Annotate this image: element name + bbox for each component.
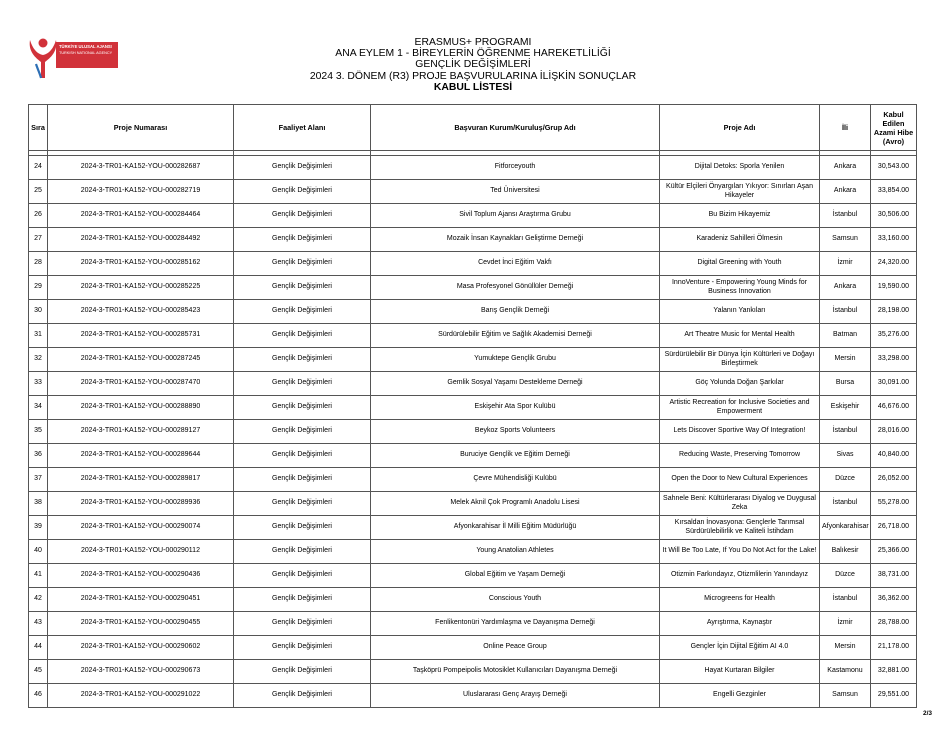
- column-header: Başvuran Kurum/Kuruluş/Grup Adı: [371, 105, 660, 151]
- grant-amount-cell: 30,506.00: [871, 204, 917, 228]
- project-number-cell: 2024-3-TR01-KA152-YOU-000285162: [48, 252, 234, 276]
- row-number-cell: 30: [29, 300, 48, 324]
- activity-field-cell: Gençlik Değişimleri: [234, 420, 371, 444]
- results-table: [28, 104, 917, 708]
- row-number-cell: 36: [29, 444, 48, 468]
- row-number-cell: 33: [29, 372, 48, 396]
- activity-field-cell: Gençlik Değişimleri: [234, 228, 371, 252]
- row-number-cell: 42: [29, 588, 48, 612]
- grant-amount-cell: 28,016.00: [871, 420, 917, 444]
- applicant-name-cell: Uluslararası Genç Arayış Derneği: [371, 684, 660, 708]
- province-cell: Eskişehir: [820, 396, 871, 420]
- project-number-cell: 2024-3-TR01-KA152-YOU-000287245: [48, 348, 234, 372]
- activity-field-cell: Gençlik Değişimleri: [234, 468, 371, 492]
- grant-amount-cell: 21,178.00: [871, 636, 917, 660]
- grant-amount-cell: 36,362.00: [871, 588, 917, 612]
- grant-amount-cell: 26,052.00: [871, 468, 917, 492]
- activity-field-cell: Gençlik Değişimleri: [234, 660, 371, 684]
- grant-amount-cell: 33,160.00: [871, 228, 917, 252]
- province-cell: İstanbul: [820, 420, 871, 444]
- table-row: [29, 324, 917, 348]
- applicant-name-cell: Online Peace Group: [371, 636, 660, 660]
- grant-amount-cell: 28,198.00: [871, 300, 917, 324]
- project-name-cell: Digital Greening with Youth: [660, 252, 820, 276]
- project-number-cell: 2024-3-TR01-KA152-YOU-000284492: [48, 228, 234, 252]
- table-row: [29, 396, 917, 420]
- activity-field-cell: Gençlik Değişimleri: [234, 324, 371, 348]
- project-name-cell: Sahnele Beni: Kültürlerarası Diyalog ve Duygusal Zeka: [660, 492, 820, 516]
- grant-amount-cell: 30,543.00: [871, 156, 917, 180]
- row-number-cell: 31: [29, 324, 48, 348]
- grant-amount-cell: 46,676.00: [871, 396, 917, 420]
- province-cell: Mersin: [820, 348, 871, 372]
- applicant-name-cell: Young Anatolian Athletes: [371, 540, 660, 564]
- project-number-cell: 2024-3-TR01-KA152-YOU-000290451: [48, 588, 234, 612]
- project-number-cell: 2024-3-TR01-KA152-YOU-000288890: [48, 396, 234, 420]
- project-name-cell: Karadeniz Sahilleri Ölmesin: [660, 228, 820, 252]
- project-name-cell: Otizmin Farkındayız, Otizmlilerin Yanındayız: [660, 564, 820, 588]
- grant-amount-cell: 40,840.00: [871, 444, 917, 468]
- activity-field-cell: Gençlik Değişimleri: [234, 588, 371, 612]
- table-row: [29, 252, 917, 276]
- province-cell: Mersin: [820, 636, 871, 660]
- row-number-cell: 44: [29, 636, 48, 660]
- province-cell: Ankara: [820, 180, 871, 204]
- grant-amount-cell: 38,731.00: [871, 564, 917, 588]
- grant-amount-cell: 32,881.00: [871, 660, 917, 684]
- province-cell: İzmir: [820, 612, 871, 636]
- grant-amount-cell: 30,091.00: [871, 372, 917, 396]
- applicant-name-cell: Gemlik Sosyal Yaşamı Destekleme Derneği: [371, 372, 660, 396]
- row-number-cell: 43: [29, 612, 48, 636]
- table-row: [29, 636, 917, 660]
- row-number-cell: 40: [29, 540, 48, 564]
- row-number-cell: 45: [29, 660, 48, 684]
- activity-field-cell: Gençlik Değişimleri: [234, 516, 371, 540]
- project-name-cell: Gençler İçin Dijital Eğitim AI 4.0: [660, 636, 820, 660]
- project-name-cell: Art Theatre Music for Mental Health: [660, 324, 820, 348]
- applicant-name-cell: Sivil Toplum Ajansı Araştırma Grubu: [371, 204, 660, 228]
- applicant-name-cell: Conscious Youth: [371, 588, 660, 612]
- applicant-name-cell: Mozaik İnsan Kaynakları Geliştirme Derneği: [371, 228, 660, 252]
- project-number-cell: 2024-3-TR01-KA152-YOU-000285423: [48, 300, 234, 324]
- activity-field-cell: Gençlik Değişimleri: [234, 636, 371, 660]
- column-header: Kabul Edilen Azami Hibe (Avro): [871, 105, 917, 151]
- table-body: [29, 151, 917, 708]
- header-program: ERASMUS+ PROGRAMI: [414, 37, 532, 48]
- row-number-cell: 37: [29, 468, 48, 492]
- project-number-cell: 2024-3-TR01-KA152-YOU-000282719: [48, 180, 234, 204]
- table-row: [29, 180, 917, 204]
- grant-amount-cell: 33,854.00: [871, 180, 917, 204]
- agency-logo-line2: TURKISH NATIONAL AGENCY: [59, 51, 113, 55]
- project-number-cell: 2024-3-TR01-KA152-YOU-000284464: [48, 204, 234, 228]
- row-number-cell: 39: [29, 516, 48, 540]
- table-row: [29, 228, 917, 252]
- applicant-name-cell: Melek Aknil Çok Programlı Anadolu Lisesi: [371, 492, 660, 516]
- activity-field-cell: Gençlik Değişimleri: [234, 252, 371, 276]
- project-number-cell: 2024-3-TR01-KA152-YOU-000285225: [48, 276, 234, 300]
- activity-field-cell: Gençlik Değişimleri: [234, 348, 371, 372]
- table-row: [29, 564, 917, 588]
- project-name-cell: Ayrıştırma, Kaynaştır: [660, 612, 820, 636]
- row-number-cell: 46: [29, 684, 48, 708]
- grant-amount-cell: 35,276.00: [871, 324, 917, 348]
- activity-field-cell: Gençlik Değişimleri: [234, 540, 371, 564]
- project-number-cell: 2024-3-TR01-KA152-YOU-000289817: [48, 468, 234, 492]
- project-name-cell: Lets Discover Sportive Way Of Integration!: [660, 420, 820, 444]
- column-header: Proje Adı: [660, 105, 820, 151]
- province-cell: Ankara: [820, 156, 871, 180]
- project-number-cell: 2024-3-TR01-KA152-YOU-000290673: [48, 660, 234, 684]
- project-number-cell: 2024-3-TR01-KA152-YOU-000285731: [48, 324, 234, 348]
- province-cell: İstanbul: [820, 300, 871, 324]
- grant-amount-cell: 55,278.00: [871, 492, 917, 516]
- province-cell: İstanbul: [820, 492, 871, 516]
- applicant-name-cell: Eskişehir Ata Spor Kulübü: [371, 396, 660, 420]
- project-name-cell: Sürdürülebilir Bir Dünya İçin Kültürleri ve Doğayı Birleştirmek: [660, 348, 820, 372]
- grant-amount-cell: 26,718.00: [871, 516, 917, 540]
- project-name-cell: InnoVenture - Empowering Young Minds for Business Innovation: [660, 276, 820, 300]
- column-header: İli: [820, 105, 871, 151]
- activity-field-cell: Gençlik Değişimleri: [234, 372, 371, 396]
- province-cell: Ankara: [820, 276, 871, 300]
- project-number-cell: 2024-3-TR01-KA152-YOU-000290436: [48, 564, 234, 588]
- table-header-row: [29, 105, 917, 151]
- table-row: [29, 348, 917, 372]
- activity-field-cell: Gençlik Değişimleri: [234, 180, 371, 204]
- applicant-name-cell: Sürdürülebilir Eğitim ve Sağlık Akademisi Derneği: [371, 324, 660, 348]
- applicant-name-cell: Ted Üniversitesi: [371, 180, 660, 204]
- table-row: [29, 492, 917, 516]
- applicant-name-cell: Barış Gençlik Derneği: [371, 300, 660, 324]
- province-cell: Sivas: [820, 444, 871, 468]
- row-number-cell: 25: [29, 180, 48, 204]
- province-cell: Balıkesir: [820, 540, 871, 564]
- agency-logo-line1: TÜRKİYE ULUSAL AJANSI: [59, 44, 112, 49]
- project-number-cell: 2024-3-TR01-KA152-YOU-000289644: [48, 444, 234, 468]
- project-number-cell: 2024-3-TR01-KA152-YOU-000287470: [48, 372, 234, 396]
- province-cell: Düzce: [820, 468, 871, 492]
- project-number-cell: 2024-3-TR01-KA152-YOU-000289936: [48, 492, 234, 516]
- project-name-cell: Yalanın Yankıları: [660, 300, 820, 324]
- header-activity: GENÇLİK DEĞİŞİMLERİ: [415, 59, 531, 71]
- applicant-name-cell: Afyonkarahisar İl Milli Eğitim Müdürlüğü: [371, 516, 660, 540]
- applicant-name-cell: Taşköprü Pompeipolis Motosiklet Kullanıcıları Dayanışma Derneği: [371, 660, 660, 684]
- grant-amount-cell: 24,320.00: [871, 252, 917, 276]
- table-row: [29, 300, 917, 324]
- table-row: [29, 156, 917, 180]
- province-cell: Kastamonu: [820, 660, 871, 684]
- province-cell: Samsun: [820, 684, 871, 708]
- table-row: [29, 612, 917, 636]
- activity-field-cell: Gençlik Değişimleri: [234, 396, 371, 420]
- project-number-cell: 2024-3-TR01-KA152-YOU-000282687: [48, 156, 234, 180]
- project-name-cell: Artistic Recreation for Inclusive Societies and Empowerment: [660, 396, 820, 420]
- table-row: [29, 204, 917, 228]
- activity-field-cell: Gençlik Değişimleri: [234, 612, 371, 636]
- applicant-name-cell: Buruciye Gençlik ve Eğitim Derneği: [371, 444, 660, 468]
- table-row: [29, 372, 917, 396]
- province-cell: İstanbul: [820, 588, 871, 612]
- applicant-name-cell: Yumuktepe Gençlik Grubu: [371, 348, 660, 372]
- header-list-title: KABUL LİSTESİ: [433, 81, 513, 93]
- project-name-cell: Bu Bizim Hikayemiz: [660, 204, 820, 228]
- row-number-cell: 38: [29, 492, 48, 516]
- activity-field-cell: Gençlik Değişimleri: [234, 492, 371, 516]
- header-period: 2024 3. DÖNEM (R3) PROJE BAŞVURULARINA İLİŞKİN SONUÇLAR: [309, 70, 637, 82]
- province-cell: Düzce: [820, 564, 871, 588]
- applicant-name-cell: Çevre Mühendisliği Kulübü: [371, 468, 660, 492]
- applicant-name-cell: Cevdet İnci Eğitim Vakfı: [371, 252, 660, 276]
- column-header: Faaliyet Alanı: [234, 105, 371, 151]
- applicant-name-cell: Beykoz Sports Volunteers: [371, 420, 660, 444]
- activity-field-cell: Gençlik Değişimleri: [234, 156, 371, 180]
- project-name-cell: It Will Be Too Late, If You Do Not Act for the Lake!: [660, 540, 820, 564]
- project-number-cell: 2024-3-TR01-KA152-YOU-000290455: [48, 612, 234, 636]
- project-name-cell: Göç Yolunda Doğan Şarkılar: [660, 372, 820, 396]
- project-number-cell: 2024-3-TR01-KA152-YOU-000290112: [48, 540, 234, 564]
- applicant-name-cell: Masa Profesyonel Gönüllüler Derneği: [371, 276, 660, 300]
- activity-field-cell: Gençlik Değişimleri: [234, 300, 371, 324]
- table-row: [29, 588, 917, 612]
- project-number-cell: 2024-3-TR01-KA152-YOU-000290074: [48, 516, 234, 540]
- row-number-cell: 24: [29, 156, 48, 180]
- applicant-name-cell: Fitforceyouth: [371, 156, 660, 180]
- page-number: 2/3: [922, 710, 932, 717]
- applicant-name-cell: Fenlikentonüri Yardımlaşma ve Dayanışma Derneği: [371, 612, 660, 636]
- table-row: [29, 540, 917, 564]
- table-row: [29, 684, 917, 708]
- grant-amount-cell: 29,551.00: [871, 684, 917, 708]
- grant-amount-cell: 19,590.00: [871, 276, 917, 300]
- project-name-cell: Microgreens for Health: [660, 588, 820, 612]
- table-row: [29, 276, 917, 300]
- column-header: Sıra: [29, 105, 48, 151]
- province-cell: İstanbul: [820, 204, 871, 228]
- activity-field-cell: Gençlik Değişimleri: [234, 444, 371, 468]
- project-name-cell: Hayat Kurtaran Bilgiler: [660, 660, 820, 684]
- grant-amount-cell: 28,788.00: [871, 612, 917, 636]
- table-row: [29, 516, 917, 540]
- province-cell: Batman: [820, 324, 871, 348]
- table-row: [29, 444, 917, 468]
- applicant-name-cell: Global Eğitim ve Yaşam Derneği: [371, 564, 660, 588]
- row-number-cell: 34: [29, 396, 48, 420]
- activity-field-cell: Gençlik Değişimleri: [234, 564, 371, 588]
- activity-field-cell: Gençlik Değişimleri: [234, 684, 371, 708]
- document-header: [0, 37, 946, 93]
- row-number-cell: 26: [29, 204, 48, 228]
- project-number-cell: 2024-3-TR01-KA152-YOU-000289127: [48, 420, 234, 444]
- row-number-cell: 32: [29, 348, 48, 372]
- project-number-cell: 2024-3-TR01-KA152-YOU-000290602: [48, 636, 234, 660]
- column-header: Proje Numarası: [48, 105, 234, 151]
- project-name-cell: Reducing Waste, Preserving Tomorrow: [660, 444, 820, 468]
- project-name-cell: Kırsaldan İnovasyona: Gençlerle Tarımsal Sürdürülebilirlik ve Kaliteli İstihdam: [660, 516, 820, 540]
- table-row: [29, 468, 917, 492]
- project-name-cell: Kültür Elçileri Önyargıları Yıkıyor: Sınırları Aşan Hikayeler: [660, 180, 820, 204]
- table-row: [29, 660, 917, 684]
- province-cell: Bursa: [820, 372, 871, 396]
- project-name-cell: Open the Door to New Cultural Experiences: [660, 468, 820, 492]
- activity-field-cell: Gençlik Değişimleri: [234, 204, 371, 228]
- project-name-cell: Engelli Gezginler: [660, 684, 820, 708]
- row-number-cell: 29: [29, 276, 48, 300]
- grant-amount-cell: 33,298.00: [871, 348, 917, 372]
- row-number-cell: 35: [29, 420, 48, 444]
- province-cell: Samsun: [820, 228, 871, 252]
- row-number-cell: 27: [29, 228, 48, 252]
- table-row: [29, 420, 917, 444]
- project-number-cell: 2024-3-TR01-KA152-YOU-000291022: [48, 684, 234, 708]
- province-cell: İzmir: [820, 252, 871, 276]
- activity-field-cell: Gençlik Değişimleri: [234, 276, 371, 300]
- header-action: ANA EYLEM 1 - BİREYLERİN ÖĞRENME HAREKETLİLİĞİ: [335, 48, 611, 60]
- row-number-cell: 41: [29, 564, 48, 588]
- grant-amount-cell: 25,366.00: [871, 540, 917, 564]
- province-cell: Afyonkarahisar: [820, 516, 871, 540]
- row-number-cell: 28: [29, 252, 48, 276]
- project-name-cell: Dijital Detoks: Sporla Yenilen: [660, 156, 820, 180]
